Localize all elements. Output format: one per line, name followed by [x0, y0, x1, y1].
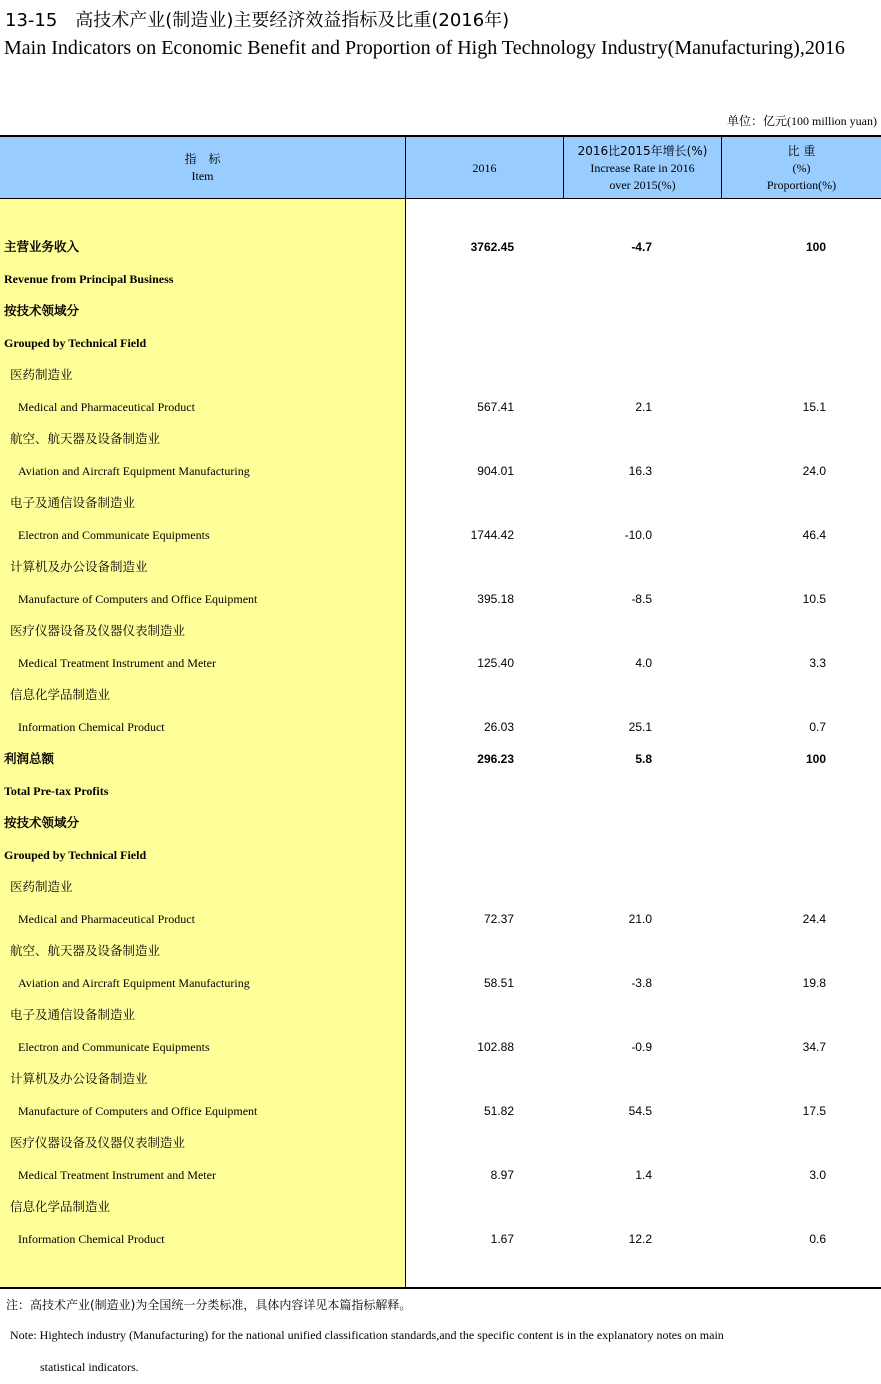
footnote-en-line1: Note: Hightech industry (Manufacturing) for the national unified classification standards,and the specific content is in the explanatory notes on main — [10, 1328, 724, 1342]
value-proportion: 19.8 — [802, 976, 826, 990]
value-2016 — [406, 935, 514, 967]
table-row — [0, 487, 881, 519]
value-2016 — [406, 263, 514, 295]
value-increase-rate — [564, 295, 652, 327]
value-2016: 51.82 — [483, 1104, 514, 1118]
value-proportion: 100 — [805, 752, 826, 766]
value-proportion — [722, 359, 826, 391]
value-2016 — [406, 679, 514, 711]
table-row — [0, 711, 881, 743]
value-increase-rate — [564, 423, 652, 455]
value-proportion: 0.6 — [809, 1232, 826, 1246]
row-label: Manufacture of Computers and Office Equipment — [18, 1104, 258, 1118]
value-2016 — [406, 1063, 514, 1095]
table-header — [0, 135, 881, 199]
row-label: Grouped by Technical Field — [4, 848, 147, 862]
value-proportion — [722, 327, 826, 359]
value-proportion: 100 — [805, 240, 826, 254]
row-label: Aviation and Aircraft Equipment Manufacturing — [18, 464, 250, 478]
table-row — [0, 423, 881, 455]
table-row — [0, 455, 881, 487]
value-2016: 904.01 — [477, 464, 514, 478]
row-label: Aviation and Aircraft Equipment Manufacturing — [18, 976, 250, 990]
value-proportion — [722, 839, 826, 871]
row-label: Electron and Communicate Equipments — [18, 528, 210, 542]
table-row — [0, 871, 881, 903]
value-increase-rate — [564, 1127, 652, 1159]
row-label: 医疗仪器设备及仪器仪表制造业 — [10, 1135, 186, 1150]
row-label: Total Pre-tax Profits — [4, 784, 109, 798]
value-2016 — [406, 551, 514, 583]
value-2016 — [406, 1127, 514, 1159]
value-proportion — [722, 1127, 826, 1159]
value-2016: 296.23 — [477, 752, 514, 766]
row-label: 医药制造业 — [10, 879, 73, 894]
value-increase-rate — [564, 551, 652, 583]
value-increase-rate — [564, 807, 652, 839]
table-row — [0, 807, 881, 839]
value-2016 — [406, 1191, 514, 1223]
row-label: 电子及通信设备制造业 — [10, 1007, 136, 1022]
value-increase-rate: 2.1 — [635, 400, 652, 414]
value-2016 — [406, 359, 514, 391]
value-increase-rate: 21.0 — [628, 912, 652, 926]
table-row — [0, 1223, 881, 1255]
row-label: Medical and Pharmaceutical Product — [18, 400, 195, 414]
value-proportion — [722, 935, 826, 967]
value-2016 — [406, 999, 514, 1031]
value-2016 — [406, 295, 514, 327]
row-label: 信息化学品制造业 — [10, 687, 111, 702]
header-rate-en2: over 2015(%) — [609, 177, 676, 192]
value-proportion — [722, 1191, 826, 1223]
value-proportion — [722, 679, 826, 711]
value-proportion — [722, 807, 826, 839]
table-row — [0, 743, 881, 775]
table-row — [0, 519, 881, 551]
header-year — [406, 137, 564, 199]
row-label: 信息化学品制造业 — [10, 1199, 111, 1214]
table-row — [0, 263, 881, 295]
value-2016: 26.03 — [483, 720, 514, 734]
header-year-label: 2016 — [472, 160, 497, 175]
value-proportion: 46.4 — [802, 528, 826, 542]
row-label: Revenue from Principal Business — [4, 272, 174, 286]
value-proportion — [722, 423, 826, 455]
value-increase-rate: -8.5 — [631, 592, 652, 606]
value-proportion: 10.5 — [802, 592, 826, 606]
value-2016: 58.51 — [483, 976, 514, 990]
value-increase-rate — [564, 871, 652, 903]
value-proportion: 3.3 — [809, 656, 826, 670]
value-proportion: 34.7 — [802, 1040, 826, 1054]
value-increase-rate: -3.8 — [631, 976, 652, 990]
value-proportion: 17.5 — [802, 1104, 826, 1118]
row-label: 航空、航天器及设备制造业 — [10, 943, 161, 958]
value-increase-rate — [564, 935, 652, 967]
value-2016 — [406, 839, 514, 871]
value-increase-rate — [564, 775, 652, 807]
header-item-cn: 指 标 — [184, 152, 221, 166]
row-label: Medical and Pharmaceutical Product — [18, 912, 195, 926]
footnote-cn: 注：高技术产业(制造业)为全国统一分类标准，具体内容详见本篇指标解释。 — [6, 1298, 412, 1312]
value-2016: 395.18 — [477, 592, 514, 606]
value-2016 — [406, 871, 514, 903]
value-proportion — [722, 615, 826, 647]
value-proportion — [722, 295, 826, 327]
row-label: Electron and Communicate Equipments — [18, 1040, 210, 1054]
value-increase-rate — [564, 359, 652, 391]
value-increase-rate — [564, 327, 652, 359]
value-increase-rate — [564, 487, 652, 519]
table-row — [0, 295, 881, 327]
value-proportion — [722, 487, 826, 519]
table-title-cn: 13-15 高技术产业(制造业)主要经济效益指标及比重(2016年) — [5, 10, 510, 31]
header-proportion — [722, 137, 881, 199]
value-increase-rate: 54.5 — [628, 1104, 652, 1118]
table-row — [0, 583, 881, 615]
value-proportion — [722, 871, 826, 903]
value-2016 — [406, 807, 514, 839]
table-row — [0, 231, 881, 263]
value-increase-rate: -4.7 — [631, 240, 652, 254]
row-label: 计算机及办公设备制造业 — [10, 1071, 148, 1086]
table-row — [0, 1063, 881, 1095]
row-label: 按技术领域分 — [4, 303, 80, 318]
value-proportion — [722, 263, 826, 295]
row-label: Grouped by Technical Field — [4, 336, 147, 350]
unit-label: 单位：亿元(100 million yuan) — [727, 114, 877, 128]
row-label: 医药制造业 — [10, 367, 73, 382]
value-increase-rate: 1.4 — [635, 1168, 652, 1182]
row-label: 电子及通信设备制造业 — [10, 495, 136, 510]
table-row — [0, 647, 881, 679]
value-increase-rate: 25.1 — [628, 720, 652, 734]
value-2016: 1744.42 — [470, 528, 514, 542]
value-2016: 72.37 — [483, 912, 514, 926]
header-rate-en1: Increase Rate in 2016 — [590, 160, 695, 175]
row-label: 主营业务收入 — [4, 239, 80, 254]
table-body — [0, 199, 881, 1289]
row-label: 利润总额 — [4, 751, 55, 766]
value-increase-rate — [564, 679, 652, 711]
data-table — [0, 135, 881, 1289]
header-prop-cn: 比 重 — [787, 143, 816, 158]
value-proportion: 24.4 — [802, 912, 826, 926]
value-2016 — [406, 327, 514, 359]
header-item — [0, 137, 406, 199]
row-label: Medical Treatment Instrument and Meter — [18, 1168, 216, 1182]
header-prop-pct: (%) — [792, 160, 811, 175]
value-2016 — [406, 423, 514, 455]
table-row — [0, 999, 881, 1031]
value-proportion: 24.0 — [802, 464, 826, 478]
row-label: 计算机及办公设备制造业 — [10, 559, 148, 574]
value-increase-rate: -0.9 — [631, 1040, 652, 1054]
header-prop-en: Proportion(%) — [766, 177, 837, 192]
value-proportion — [722, 1063, 826, 1095]
table-row — [0, 1159, 881, 1191]
row-label: 医疗仪器设备及仪器仪表制造业 — [10, 623, 186, 638]
value-increase-rate: 4.0 — [635, 656, 652, 670]
row-label: Medical Treatment Instrument and Meter — [18, 656, 216, 670]
value-proportion — [722, 551, 826, 583]
value-2016 — [406, 615, 514, 647]
row-label: Information Chemical Product — [18, 1232, 165, 1246]
row-label: 航空、航天器及设备制造业 — [10, 431, 161, 446]
table-title-en: Main Indicators on Economic Benefit and Proportion of High Technology Industry(Manufacturing),2016 — [4, 37, 845, 59]
value-proportion: 0.7 — [809, 720, 826, 734]
value-increase-rate: 12.2 — [628, 1232, 652, 1246]
table-row — [0, 679, 881, 711]
value-2016: 1.67 — [490, 1232, 514, 1246]
value-2016 — [406, 775, 514, 807]
value-increase-rate: -10.0 — [624, 528, 652, 542]
value-increase-rate: 5.8 — [635, 752, 652, 766]
value-proportion: 15.1 — [802, 400, 826, 414]
table-row — [0, 1095, 881, 1127]
value-increase-rate: 16.3 — [628, 464, 652, 478]
table-row — [0, 359, 881, 391]
header-rate-cn: 2016比2015年增长(%) — [577, 143, 708, 158]
table-row — [0, 615, 881, 647]
value-increase-rate — [564, 615, 652, 647]
value-increase-rate — [564, 1063, 652, 1095]
value-2016: 3762.45 — [470, 240, 514, 254]
table-row — [0, 1191, 881, 1223]
value-2016: 8.97 — [490, 1168, 514, 1182]
table-row — [0, 967, 881, 999]
header-item-en: Item — [191, 169, 214, 183]
table-row — [0, 551, 881, 583]
value-increase-rate — [564, 999, 652, 1031]
table-row — [0, 391, 881, 423]
footnote-en-line2: statistical indicators. — [40, 1360, 139, 1374]
row-label: Information Chemical Product — [18, 720, 165, 734]
table-row — [0, 935, 881, 967]
table-row — [0, 1127, 881, 1159]
value-2016: 125.40 — [477, 656, 514, 670]
value-2016 — [406, 487, 514, 519]
table-row — [0, 903, 881, 935]
table-row — [0, 839, 881, 871]
table-row — [0, 1031, 881, 1063]
value-2016: 102.88 — [477, 1040, 514, 1054]
value-proportion: 3.0 — [809, 1168, 826, 1182]
table-row — [0, 327, 881, 359]
value-increase-rate — [564, 1191, 652, 1223]
value-increase-rate — [564, 263, 652, 295]
value-2016: 567.41 — [477, 400, 514, 414]
row-label: Manufacture of Computers and Office Equipment — [18, 592, 258, 606]
value-proportion — [722, 999, 826, 1031]
row-label: 按技术领域分 — [4, 815, 80, 830]
header-increase-rate — [564, 137, 722, 199]
value-proportion — [722, 775, 826, 807]
table-row — [0, 775, 881, 807]
value-increase-rate — [564, 839, 652, 871]
